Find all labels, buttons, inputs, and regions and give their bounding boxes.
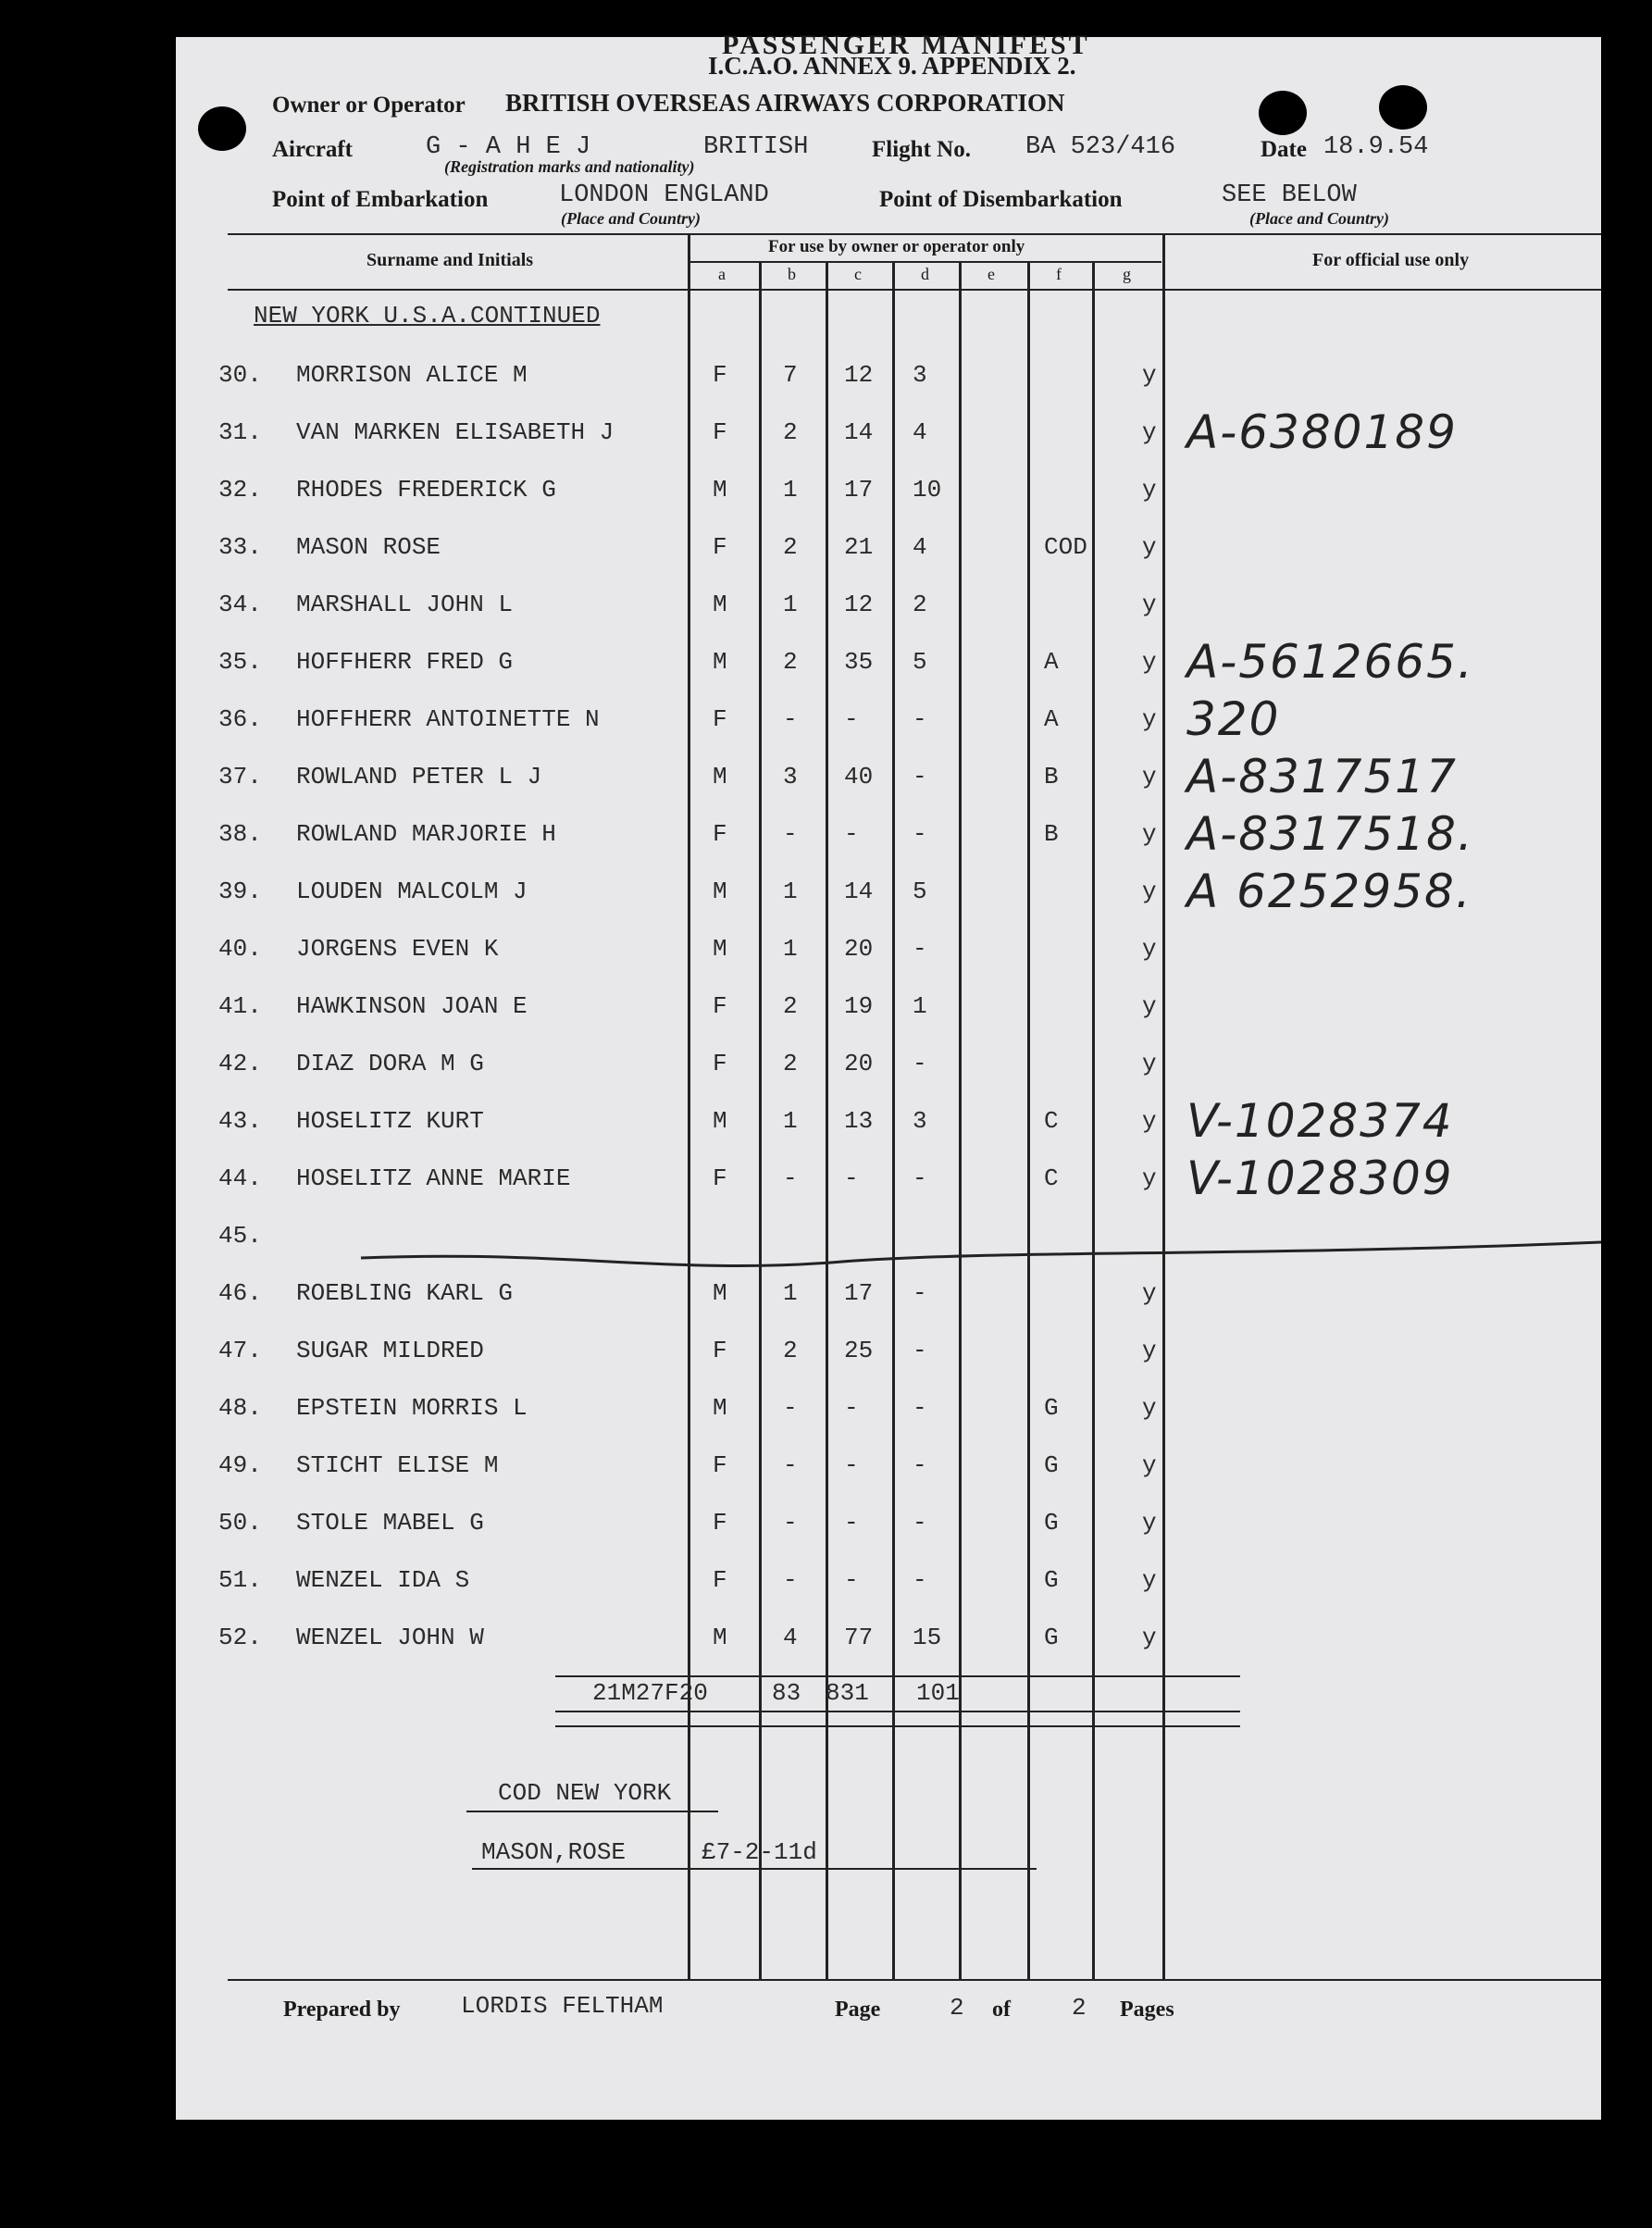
footer-rule [228, 1979, 1601, 1981]
cell-f: G [1044, 1451, 1059, 1479]
embark-note: (Place and Country) [561, 209, 701, 228]
cell-a: M [713, 935, 727, 963]
official-handwritten: A-6380189 [1186, 405, 1458, 459]
page-value: 2 [950, 1994, 964, 2022]
date-label: Date [1261, 137, 1307, 162]
col-e: e [987, 265, 995, 283]
cell-g: y [1142, 1451, 1157, 1479]
cell-d: - [913, 1050, 927, 1077]
cell-a: F [713, 1337, 727, 1364]
cell-b: - [783, 1451, 798, 1479]
row-number: 35. [218, 648, 262, 676]
col-c: c [854, 265, 862, 283]
cell-g: y [1142, 705, 1157, 733]
passenger-name: WENZEL JOHN W [296, 1624, 484, 1651]
cell-f: A [1044, 705, 1059, 733]
row-number: 45. [218, 1222, 262, 1250]
cod-underline [466, 1811, 718, 1812]
disembark-note: (Place and Country) [1249, 209, 1389, 228]
cell-g: y [1142, 1164, 1157, 1192]
aircraft-label: Aircraft [272, 137, 353, 162]
cell-c: 40 [844, 763, 874, 790]
section-heading: NEW YORK U.S.A.CONTINUED [254, 302, 601, 330]
cell-g: y [1142, 1279, 1157, 1307]
owner-use-header: For use by owner or operator only [768, 237, 1025, 256]
cell-b: 4 [783, 1624, 798, 1651]
embark-value: LONDON ENGLAND [559, 181, 769, 209]
row-number: 33. [218, 533, 262, 561]
cell-a: F [713, 361, 727, 389]
passenger-name: MARSHALL JOHN L [296, 591, 514, 618]
cell-b: 1 [783, 1107, 798, 1135]
cell-b: 1 [783, 1279, 798, 1307]
passenger-name: SUGAR MILDRED [296, 1337, 484, 1364]
aircraft-note: (Registration marks and nationality) [444, 157, 695, 176]
row-number: 49. [218, 1451, 262, 1479]
cell-c: 20 [844, 935, 874, 963]
totals-top-rule [555, 1675, 1240, 1677]
row-number: 44. [218, 1164, 262, 1192]
cell-b: - [783, 1164, 798, 1192]
row-number: 42. [218, 1050, 262, 1077]
passenger-name: ROWLAND PETER L J [296, 763, 542, 790]
cell-c: - [844, 1566, 859, 1594]
passenger-name: STICHT ELISE M [296, 1451, 499, 1479]
col-g: g [1123, 265, 1131, 283]
official-handwritten: V-1028374 [1186, 1094, 1454, 1148]
cell-d: 4 [913, 533, 927, 561]
cell-c: 17 [844, 1279, 874, 1307]
cell-g: y [1142, 361, 1157, 389]
cell-a: F [713, 1566, 727, 1594]
cell-a: F [713, 992, 727, 1020]
cell-b: 2 [783, 992, 798, 1020]
cell-c: 20 [844, 1050, 874, 1077]
cell-d: - [913, 1509, 927, 1537]
cell-d: - [913, 1566, 927, 1594]
cell-a: F [713, 1164, 727, 1192]
embark-label: Point of Embarkation [272, 187, 489, 212]
cell-c: 77 [844, 1624, 874, 1651]
cell-c: - [844, 820, 859, 848]
cell-f: B [1044, 820, 1059, 848]
manifest-sheet [176, 30, 1601, 2120]
cell-d: 1 [913, 992, 927, 1020]
cell-g: y [1142, 878, 1157, 905]
cell-c: 19 [844, 992, 874, 1020]
cell-b: 1 [783, 591, 798, 618]
row-number: 48. [218, 1394, 262, 1422]
cell-d: 4 [913, 418, 927, 446]
cell-b: 7 [783, 361, 798, 389]
cell-d: - [913, 935, 927, 963]
row-number: 41. [218, 992, 262, 1020]
cell-c: - [844, 1451, 859, 1479]
disembark-label: Point of Disembarkation [879, 187, 1123, 212]
cell-c: 17 [844, 476, 874, 504]
cell-c: 21 [844, 533, 874, 561]
cell-d: - [913, 1451, 927, 1479]
cell-c: - [844, 1509, 859, 1537]
row-number: 30. [218, 361, 262, 389]
cell-c: 12 [844, 361, 874, 389]
cell-b: 2 [783, 533, 798, 561]
cell-c: 12 [844, 591, 874, 618]
table-row [176, 1566, 1601, 1622]
cell-d: 2 [913, 591, 927, 618]
col-f: f [1056, 265, 1062, 283]
cell-b: 3 [783, 763, 798, 790]
passenger-name: STOLE MABEL G [296, 1509, 484, 1537]
cell-g: y [1142, 1566, 1157, 1594]
cell-a: F [713, 418, 727, 446]
cell-c: 14 [844, 418, 874, 446]
manifest-title: PASSENGER MANIFEST [722, 30, 1090, 60]
cell-d: - [913, 1394, 927, 1422]
annex-line: I.C.A.O. ANNEX 9. APPENDIX 2. [708, 52, 1076, 80]
passenger-name: LOUDEN MALCOLM J [296, 878, 528, 905]
cell-d: - [913, 1279, 927, 1307]
prepared-value: LORDIS FELTHAM [461, 1992, 664, 2020]
cell-g: y [1142, 1394, 1157, 1422]
table-row [176, 1624, 1601, 1679]
row-number: 37. [218, 763, 262, 790]
cell-a: M [713, 591, 727, 618]
col-d: d [921, 265, 929, 283]
mason-amount: £7-2-11d [702, 1838, 817, 1866]
cell-a: F [713, 1451, 727, 1479]
passenger-name: WENZEL IDA S [296, 1566, 470, 1594]
cell-c: - [844, 1394, 859, 1422]
cell-d: 5 [913, 648, 927, 676]
cell-a: F [713, 533, 727, 561]
prepared-label: Prepared by [283, 1998, 401, 2022]
passenger-name: VAN MARKEN ELISABETH J [296, 418, 615, 446]
passenger-name: MORRISON ALICE M [296, 361, 528, 389]
cell-d: - [913, 705, 927, 733]
of-label: of [992, 1998, 1011, 2022]
cell-d: 3 [913, 361, 927, 389]
cell-a: M [713, 878, 727, 905]
cell-g: y [1142, 533, 1157, 561]
cell-a: F [713, 1509, 727, 1537]
cell-f: G [1044, 1566, 1059, 1594]
passenger-name: EPSTEIN MORRIS L [296, 1394, 528, 1422]
cell-d: 5 [913, 878, 927, 905]
total-c: 831 [826, 1679, 869, 1707]
official-header: For official use only [1312, 250, 1470, 270]
official-handwritten: A-8317518. [1186, 807, 1474, 861]
cell-d: 3 [913, 1107, 927, 1135]
row-number: 34. [218, 591, 262, 618]
row-number: 32. [218, 476, 262, 504]
cell-c: 14 [844, 878, 874, 905]
pages-label: Pages [1120, 1998, 1174, 2022]
total-a: 21M27F20 [592, 1679, 708, 1707]
passenger-name: DIAZ DORA M G [296, 1050, 484, 1077]
mason-underline [472, 1868, 1037, 1870]
surname-header: Surname and Initials [366, 250, 534, 270]
official-handwritten: A-5612665. [1186, 635, 1474, 689]
passenger-name: HOSELITZ ANNE MARIE [296, 1164, 571, 1192]
cell-a: M [713, 763, 727, 790]
cell-a: M [713, 476, 727, 504]
passenger-name: JORGENS EVEN K [296, 935, 499, 963]
table-row [176, 1394, 1601, 1450]
cell-f: G [1044, 1394, 1059, 1422]
owner-value: BRITISH OVERSEAS AIRWAYS CORPORATION [505, 89, 1065, 117]
cell-c: 35 [844, 648, 874, 676]
cell-a: F [713, 705, 727, 733]
of-value: 2 [1072, 1994, 1087, 2022]
cell-a: M [713, 1624, 727, 1651]
row-number: 40. [218, 935, 262, 963]
aircraft-value: G - A H E J [426, 133, 591, 161]
cell-c: 13 [844, 1107, 874, 1135]
row-number: 46. [218, 1279, 262, 1307]
passenger-name: ROEBLING KARL G [296, 1279, 514, 1307]
row-number: 50. [218, 1509, 262, 1537]
cell-d: - [913, 1164, 927, 1192]
cell-a: M [713, 648, 727, 676]
row-45-strike [176, 37, 1601, 1333]
cell-c: - [844, 1164, 859, 1192]
cell-b: 1 [783, 878, 798, 905]
cell-b: 2 [783, 1337, 798, 1364]
nationality-value: BRITISH [703, 133, 809, 161]
row-number: 31. [218, 418, 262, 446]
mason-name: MASON,ROSE [481, 1838, 627, 1866]
official-handwritten: A-8317517 [1186, 750, 1458, 803]
table-row [176, 1509, 1601, 1564]
col-b: b [788, 265, 796, 283]
cell-f: C [1044, 1164, 1059, 1192]
cell-c: 25 [844, 1337, 874, 1364]
row-number: 51. [218, 1566, 262, 1594]
row-number: 39. [218, 878, 262, 905]
row-number: 52. [218, 1624, 262, 1651]
cell-g: y [1142, 1509, 1157, 1537]
table-row [176, 1337, 1601, 1392]
official-handwritten: 320 [1186, 692, 1281, 746]
passenger-name: MASON ROSE [296, 533, 441, 561]
row-number: 43. [218, 1107, 262, 1135]
cell-c: - [844, 705, 859, 733]
cell-a: F [713, 1050, 727, 1077]
passenger-name: RHODES FREDERICK G [296, 476, 556, 504]
cell-f: B [1044, 763, 1059, 790]
cell-b: 1 [783, 935, 798, 963]
cell-d: - [913, 1337, 927, 1364]
cell-g: y [1142, 992, 1157, 1020]
cell-a: M [713, 1394, 727, 1422]
row-number: 47. [218, 1337, 262, 1364]
cell-f: C [1044, 1107, 1059, 1135]
passenger-name: ROWLAND MARJORIE H [296, 820, 556, 848]
total-d: 101 [916, 1679, 960, 1707]
cell-d: 10 [913, 476, 942, 504]
cell-g: y [1142, 1337, 1157, 1364]
cell-g: y [1142, 648, 1157, 676]
passenger-name: HOFFHERR FRED G [296, 648, 514, 676]
cod-line: COD NEW YORK [498, 1779, 672, 1807]
cell-d: 15 [913, 1624, 942, 1651]
flight-value: BA 523/416 [1025, 133, 1176, 161]
cell-g: y [1142, 418, 1157, 446]
official-handwritten: V-1028309 [1186, 1151, 1454, 1205]
cell-b: 2 [783, 648, 798, 676]
cell-a: M [713, 1107, 727, 1135]
cell-f: A [1044, 648, 1059, 676]
cell-g: y [1142, 1624, 1157, 1651]
flight-label: Flight No. [872, 137, 971, 162]
cell-b: - [783, 820, 798, 848]
cell-b: - [783, 1566, 798, 1594]
total-b: 83 [772, 1679, 801, 1707]
cell-b: - [783, 1509, 798, 1537]
cell-g: y [1142, 763, 1157, 790]
cell-d: - [913, 820, 927, 848]
row-number: 38. [218, 820, 262, 848]
official-handwritten: A 6252958. [1186, 865, 1472, 918]
cell-g: y [1142, 1107, 1157, 1135]
disembark-value: SEE BELOW [1222, 181, 1357, 209]
cell-g: y [1142, 476, 1157, 504]
cell-g: y [1142, 820, 1157, 848]
date-value: 18.9.54 [1323, 133, 1429, 161]
col-a: a [718, 265, 726, 283]
cell-g: y [1142, 935, 1157, 963]
passenger-name: HAWKINSON JOAN E [296, 992, 528, 1020]
totals-rule-2 [555, 1725, 1240, 1727]
cell-d: - [913, 763, 927, 790]
cell-g: y [1142, 1050, 1157, 1077]
owner-label: Owner or Operator [272, 93, 466, 118]
cell-g: y [1142, 591, 1157, 618]
cell-f: G [1044, 1509, 1059, 1537]
table-row [176, 1451, 1601, 1507]
cell-b: - [783, 1394, 798, 1422]
passenger-name: HOFFHERR ANTOINETTE N [296, 705, 600, 733]
cell-b: 2 [783, 418, 798, 446]
cell-b: - [783, 705, 798, 733]
row-number: 36. [218, 705, 262, 733]
cell-b: 2 [783, 1050, 798, 1077]
page-label: Page [835, 1998, 881, 2022]
cell-b: 1 [783, 476, 798, 504]
cell-f: G [1044, 1624, 1059, 1651]
cell-a: F [713, 820, 727, 848]
cell-a: M [713, 1279, 727, 1307]
cell-f: COD [1044, 533, 1087, 561]
totals-rule-1 [555, 1711, 1240, 1712]
passenger-name: HOSELITZ KURT [296, 1107, 484, 1135]
